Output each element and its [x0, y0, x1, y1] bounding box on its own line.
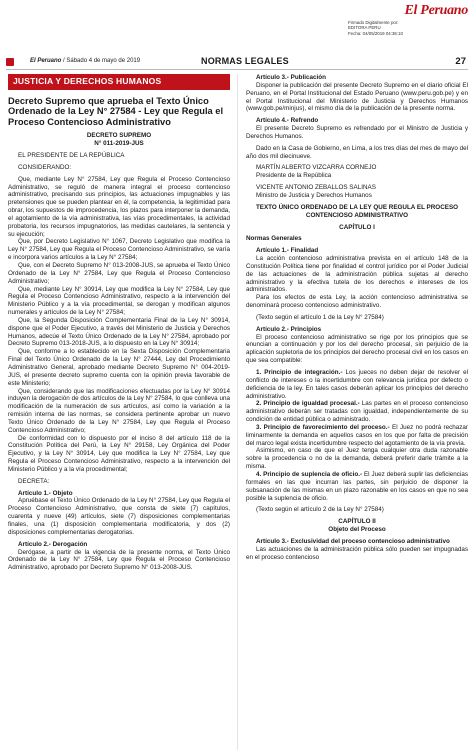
recital-paragraph: De conformidad con lo dispuesto por el inciso 8 del artículo 118 de la Constitución Política del Perú, la Ley N° 29158, Ley Orgánica del Poder Ejecutivo, y la Ley N° 30914, Ley que modifica la Ley N° 27584, Ley que Regula el Proceso Contencioso Administrativo, respecto a la intervención del Ministerio Público y a la vía procedimental;	[8, 434, 230, 473]
chapter-subtitle: Normas Generales	[246, 235, 302, 243]
header-section: NORMAS LEGALES	[201, 56, 289, 66]
article-2-text: Derógase, a partir de la vigencia de la presente norma, el Texto Único Ordenado de la Ley N° 27584, Ley que Regula el Proceso Contencioso Administrativo, aprobado por Decreto Supremo N° 013-2008-JUS.	[8, 548, 230, 572]
signer-name: MARTÍN ALBERTO VIZCARRA CORNEJO	[256, 164, 377, 172]
principle-text: Asimismo, en caso de que el Juez tenga cualquier otra duda razonable sobre la procedencia o no de la demanda, deberá preferir darle trámite a la misma.	[246, 447, 468, 471]
considerando-label: CONSIDERANDO:	[18, 163, 72, 171]
principle-text: El Juez deberá suplir las deficiencias formales en las que incurran las partes, sin perjuicio de disponer la subsanación de las mismas en un plazo razonable en los casos en que no sea posible la suplencia de oficio.	[246, 470, 468, 502]
article-2-heading: Artículo 2.- Derogación	[18, 540, 88, 548]
signature-line: Firmado Digitalmente por:	[348, 20, 399, 25]
page-header	[6, 56, 468, 70]
principle-title: 4. Principio de suplencia de oficio.-	[256, 470, 363, 478]
article-3-text: Disponer la publicación del presente Decreto Supremo en el diario oficial El Peruano, en el Portal Institucional del Estado Peruano (www.peru.gob.pe) y en el Portal Institucional del Ministerio de Justicia y Derechos Humanos (www.gob.pe/minjus), el mismo día de la publicación de la presente norma.	[246, 81, 468, 113]
signature-line: Fecha: 04/05/2019 04:36:10	[348, 30, 403, 36]
recital-paragraph: Que, mediante Ley N° 30914, Ley que modifica la Ley N° 27584, Ley que Regula el Proceso Contencioso Administrativo, respecto a la intervención del Ministerio Público y a la vía procedimental, se derogan y modifican algunos numerales y artículos de la Ley N° 27584;	[8, 285, 230, 317]
principle-item	[246, 471, 468, 502]
decree-title: DECRETO SUPREMO	[86, 132, 152, 140]
page-number: 27	[455, 56, 466, 67]
tuo-article-2-heading: Artículo 2.- Principios	[256, 325, 322, 333]
article-3-heading: Artículo 3.- Publicación	[256, 74, 326, 81]
header-date: / Sábado 4 de mayo de 2019	[63, 58, 141, 64]
section-banner: JUSTICIA Y DERECHOS HUMANOS	[8, 74, 230, 90]
principle-item	[246, 400, 468, 424]
recital-paragraph: Que, la Segunda Disposición Complementaria Final de la Ley N° 30914, dispone que el Poder Ejecutivo, a través del Ministerio de Justicia y Derechos Humanos, adecúe el Texto Único Ordenado de la Ley N° 27584, aprobado por Decreto Supremo 013-2018-JUS, a lo dispuesto en la Ley N° 30914;	[8, 316, 230, 348]
chapter-heading: CAPÍTULO I	[339, 223, 375, 231]
principle-text: El Juez no podrá rechazar liminarmente la demanda en aquellos casos en los que por falta de precisión del marco legal exista incertidumbre respecto del agotamiento de la vía previa.	[246, 423, 468, 447]
tuo-article-2-intro: El proceso contencioso administrativo se rige por los principios que se enuncian a continuación y por los del derecho procesal, sin perjuicio de la aplicación supletoria de los principios del derecho procesal civil en los casos en que sea compatible:	[246, 333, 468, 365]
signer-name: VICENTE ANTONIO ZEBALLOS SALINAS	[256, 184, 376, 192]
tuo-article-3-heading: Artículo 3.- Exclusividad del proceso contencioso administrativo	[256, 537, 450, 545]
article-4-text: El presente Decreto Supremo es refrendado por el Ministro de Justicia y Derechos Humanos.	[246, 125, 468, 140]
signer-role: Presidente de la República	[256, 172, 332, 180]
chapter-heading: CAPÍTULO II	[338, 518, 376, 526]
decreta-label: DECRETA:	[18, 477, 50, 485]
tuo-article-3-text: Las actuaciones de la administración pública sólo pueden ser impugnadas en el proceso contencioso	[246, 545, 468, 561]
principle-title: 2. Principio de igualdad procesal.-	[256, 400, 360, 408]
recital-paragraph: Que, considerando que las modificaciones efectuadas por la Ley N° 30914 induyen la derogación de dos artículos de la Ley N° 27584, lo que conlleva una modificación de la numeración de sus artículos, así como la variación a la remisión interna de las normas, se considera pertinente aprobar un nuevo Texto Único Ordenado de la Ley N° 27584, Ley que Regula el Proceso Contencioso Administrativo;	[8, 387, 230, 434]
recital-paragraph: Que, con el Decreto Supremo N° 013-2008-JUS, se aprueba el Texto Único Ordenado de la Ley N° 27584, Ley que Regula el Proceso Contencioso Administrativo;	[8, 262, 230, 285]
article-4-heading: Artículo 4.- Refrendo	[256, 117, 319, 125]
source-note: (Texto según el artículo 2 de la Ley N° 27584)	[256, 506, 384, 514]
el-peruano-logo: El Peruano	[404, 3, 468, 18]
masthead	[0, 0, 474, 44]
principle-title: 3. Principio de favorecimiento del proceso.-	[256, 423, 390, 431]
decree-heading: Decreto Supremo que aprueba el Texto Único Ordenado de la Ley N° 27584 - Ley que Regula el Proceso Contencioso Administrativo	[8, 95, 224, 127]
principle-text: Las partes en el proceso contencioso administrativo deberán ser tratadas con igualdad, independientemente de su condición de entidad pública o administrado.	[246, 400, 468, 424]
column-divider	[237, 74, 238, 750]
article-1-text: Apruébase el Texto Único Ordenado de la Ley N° 27584, Ley que Regula el Proceso Contencioso Administrativo, que consta de siete (7) capítulos, cuarenta y nueve (49) artículos, siete (7) disposiciones complementarias finales, una (1) disposición complementaria modificatoria, y dos (2) disposiciones complementarias derogatorias.	[8, 497, 230, 536]
principle-item	[246, 424, 468, 448]
header-publication	[30, 58, 140, 64]
decree-number: N° 011-2019-JUS	[94, 140, 144, 148]
chapter-subtitle: Objeto del Proceso	[328, 526, 386, 534]
principle-text: Los jueces no deben dejar de resolver el conflicto de intereses o la incertidumbre con relevancia jurídica por defecto o deficiencia de la ley. En tales casos deberán aplicar los principios del derecho administrativo.	[246, 369, 469, 400]
signature-line: EDITORA PERU	[348, 25, 381, 31]
left-column	[8, 74, 230, 572]
tuo-article-1-text: La acción contencioso administrativa prevista en el artículo 148 de la Constitución Política tiene por finalidad el control jurídico por el Poder Judicial de las actuaciones de la administración pública sujetas al derecho administrativo y la efectiva tutela de los derechos e intereses de los administrados.	[246, 255, 468, 294]
header-publication-name: El Peruano	[30, 58, 62, 64]
given-statement: Dado en la Casa de Gobierno, en Lima, a los tres días del mes de mayo del año dos mil diecinueve.	[246, 144, 468, 160]
recital-paragraph: Que, conforme a lo establecido en la Sexta Disposición Complementaria Final del Texto Único Ordenado de la Ley N° 27444, Ley del Procedimiento Administrativo General, aprobado mediante Decreto Supremo N° 004-2019-JUS, el presente decreto supremo cuenta con la opinión previa favorable de este Ministerio;	[8, 348, 230, 387]
tuo-article-1-heading: Artículo 1.- Finalidad	[256, 247, 319, 255]
recital-paragraph: Que, mediante Ley N° 27584, Ley que Regula el Proceso Contencioso Administrativo, se reguló de manera integral el proceso contencioso administrativo, precisando sus principios, las actuaciones impugnables y las pretensiones que se pueden plantear en él, la competencia, la legitimidad para obrar, los supuestos de improcedencia, los plazos para interponer la demanda, el agotamiento de la vía administrativa, las vías procedimentales, la actividad probatoria, los recursos impugnatorios, las medidas cautelares, la sentencia y su ejecución;	[8, 175, 230, 238]
digital-signature-block	[348, 20, 468, 36]
principle-title: 1. Principio de integración.-	[256, 369, 343, 376]
tuo-title: TEXTO ÚNICO ORDENADO DE LA LEY QUE REGULA EL PROCESO CONTENCIOSO ADMINISTRATIVO	[255, 203, 459, 219]
right-column	[246, 74, 468, 561]
article-1-heading: Artículo 1.- Objeto	[18, 489, 73, 497]
signer-role: Ministro de Justicia y Derechos Humanos	[256, 191, 372, 199]
tuo-article-1-text: Para los efectos de esta Ley, la acción contencioso administrativa se denominará proceso contencioso administrativo.	[246, 294, 468, 310]
recital-paragraph: Que, por Decreto Legislativo N° 1067, Decreto Legislativo que modifica la Ley N° 27584, Ley que Regula el Proceso Contencioso Administrativo, se varía e incorpora varios artículos a la Ley N° 27584;	[8, 238, 230, 262]
president-line: EL PRESIDENTE DE LA REPÚBLICA	[18, 152, 125, 160]
principle-item	[246, 369, 468, 400]
source-note: (Texto según el artículo 1 de la Ley N° 27584)	[256, 313, 384, 321]
